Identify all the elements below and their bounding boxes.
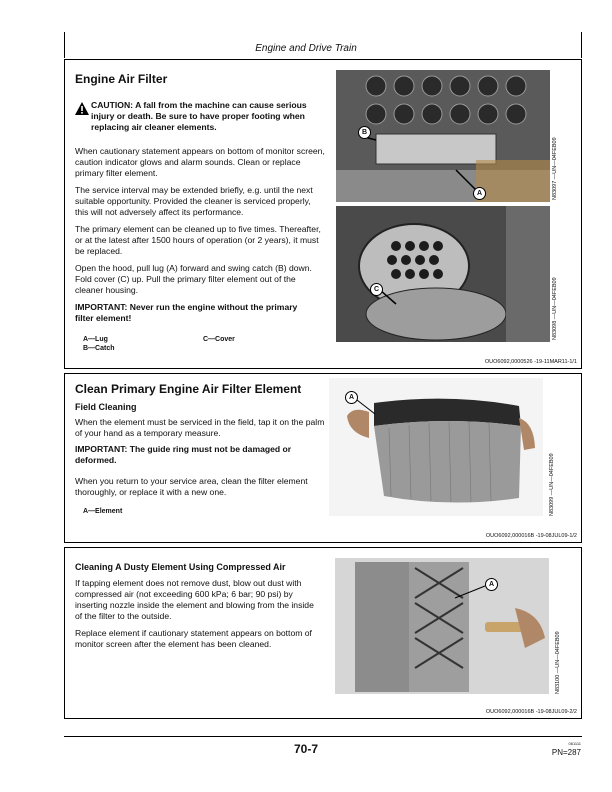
photo-compressed-air-nozzle	[335, 558, 549, 694]
section-compressed-air-cleaning	[64, 547, 582, 719]
callout-c: C	[370, 283, 383, 296]
warning-icon	[75, 102, 89, 115]
caption-cover: C—Cover	[203, 336, 235, 343]
image3-code: N83099 —UN—04FEB09	[549, 453, 555, 516]
image4-code: N83100 —UN—04FEB09	[555, 631, 561, 694]
section1-paragraph-1: When cautionary statement appears on bottom of monitor screen, caution indicator glows and alarm sounds. Clean or replace primary filter element.	[75, 146, 325, 178]
filter-cover-illustration	[336, 206, 550, 342]
footer-small-code: 061111	[568, 741, 581, 746]
section3-text	[75, 562, 315, 650]
section3-reference: OUO6092,000016B -19-08JUL09-2/2	[485, 709, 577, 715]
filter-element-illustration	[329, 378, 543, 516]
footer-rule	[64, 736, 582, 737]
callout-a-air: A	[485, 578, 498, 591]
section-engine-air-filter	[64, 59, 582, 369]
section1-paragraph-2: The service interval may be extended briefly, e.g. until the next suitable opportunity. Provided the cleaner is serviced properly, this will not adversely affect its performance.	[75, 185, 313, 217]
section1-important: IMPORTANT: Never run the engine without the primary filter element!	[75, 302, 298, 323]
section2-paragraph-2: When you return to your service area, clean the filter element thoroughly, or replace it with a new one.	[75, 476, 308, 497]
photo-air-cleaner-housing	[336, 70, 550, 202]
section-clean-primary-filter	[64, 373, 582, 543]
section2-important: IMPORTANT: The guide ring must not be damaged or deformed.	[75, 444, 292, 465]
section1-reference: OUO6092,0000526 -19-11MAR11-1/1	[484, 359, 577, 365]
section2-reference: OUO6092,000016B -19-08JUL09-1/2	[485, 533, 577, 539]
caption-element: A—Element	[83, 508, 123, 515]
section1-text	[75, 72, 325, 356]
section1-paragraph-4: Open the hood, pull lug (A) forward and swing catch (B) down. Fold cover (C) up. Pull the primary filter element out of the cleaner housing.	[75, 263, 312, 295]
caption-lug: A—Lug	[83, 336, 108, 343]
caution-block	[75, 100, 325, 133]
section1-title: Engine Air Filter	[75, 72, 168, 86]
running-header: Engine and Drive Train	[255, 43, 357, 54]
section1-captions	[75, 336, 325, 356]
image2-code: N83098 —UN—04FEB09	[552, 277, 558, 340]
section1-paragraph-3: The primary element can be cleaned up to five times. Thereafter, or at the latest after 1500 hours of operation (or 2 years), it must be replaced.	[75, 224, 321, 256]
caution-text: CAUTION: A fall from the machine can cause serious injury or death. Be sure to have proper footing when replacing air cleaner elements.	[91, 100, 307, 132]
section3-title: Cleaning A Dusty Element Using Compressed Air	[75, 562, 286, 572]
callout-a-element: A	[345, 391, 358, 404]
section2-paragraph-1: When the element must be serviced in the field, tap it on the palm of your hand as a temporary measure.	[75, 417, 325, 438]
callout-b: B	[358, 126, 371, 139]
image1-code: N83097 —UN—04FEB09	[552, 137, 558, 200]
compressed-air-illustration	[335, 558, 549, 694]
section2-subtitle: Field Cleaning	[75, 402, 137, 412]
section2-title: Clean Primary Engine Air Filter Element	[75, 382, 302, 396]
section2-text	[75, 382, 325, 515]
section3-paragraph-1: If tapping element does not remove dust, blow out dust with compressed air (not exceeding 600 kPa; 6 bar; 90 psi) by inserting nozzle inside the element and blowing from the inside of the filter to the outside.	[75, 578, 314, 621]
photo-filter-element-hand	[329, 378, 543, 516]
photo-filter-element-cover	[336, 206, 550, 342]
section3-paragraph-2: Replace element if cautionary statement appears on bottom of monitor screen after the element has been cleaned.	[75, 628, 312, 649]
pn-number: PN=287	[551, 748, 581, 757]
callout-a: A	[473, 187, 486, 200]
page-number: 70-7	[293, 742, 319, 756]
caption-catch: B—Catch	[83, 345, 115, 352]
